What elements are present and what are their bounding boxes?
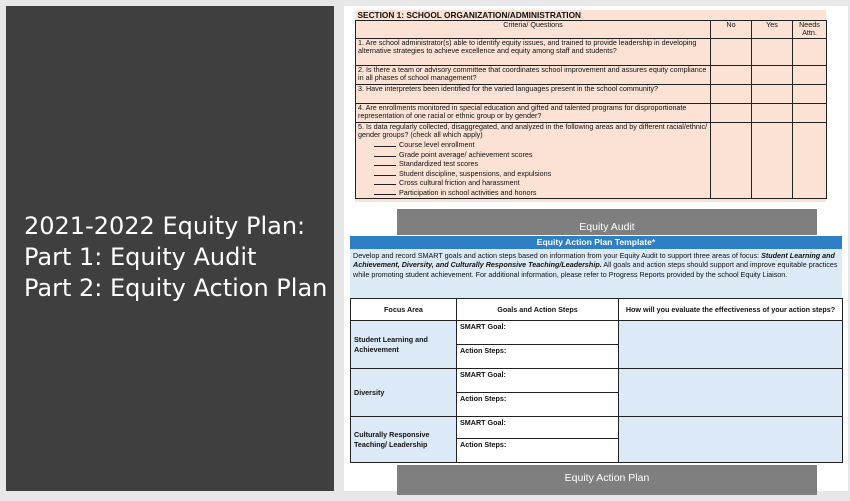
content-panel xyxy=(344,6,848,491)
action-steps-3[interactable]: Action Steps: xyxy=(457,439,619,463)
slide-title xyxy=(24,211,327,304)
answer-attn-5[interactable] xyxy=(793,122,827,198)
col-focus-area: Focus Area xyxy=(351,299,457,321)
smart-goal-3[interactable]: SMART Goal: xyxy=(457,417,619,439)
section1-title: SECTION 1: SCHOOL ORGANIZATION/ADMINISTRATION xyxy=(356,10,827,20)
focus-area-2: Diversity xyxy=(351,369,457,417)
answer-attn-1[interactable] xyxy=(793,38,827,65)
answer-yes-2[interactable] xyxy=(752,65,793,84)
question-2: 2. Is there a team or advisory committee that coordinates school improvement and assures equity compliance in all phases of school management? xyxy=(356,65,711,84)
col-no: No xyxy=(711,20,752,38)
answer-no-3[interactable] xyxy=(711,84,752,103)
equity-action-plan-banner: Equity Action Plan xyxy=(397,465,817,495)
answer-no-5[interactable] xyxy=(711,122,752,198)
col-criteria: Criteria/ Questions xyxy=(356,20,711,38)
smart-goal-2[interactable]: SMART Goal: xyxy=(457,369,619,393)
sub-item: Grade point average/ achievement scores xyxy=(358,150,708,160)
section1-audit-table xyxy=(355,10,826,202)
action-plan-intro: Develop and record SMART goals and action steps based on information from your Equity Audit to support three areas of focus: Student Learning and Achievement, Diversity, and Culturally Responsive Teaching/Leadership. All goals and action steps should support and improve equitable practices while promoting student achievement. For additional information, please refer to Progress Reports provided by the school Equity Liaison. xyxy=(350,249,842,298)
smart-goal-1[interactable]: SMART Goal: xyxy=(457,321,619,345)
answer-attn-4[interactable] xyxy=(793,103,827,122)
answer-no-4[interactable] xyxy=(711,103,752,122)
col-needs-attn: Needs Attn. xyxy=(793,20,827,38)
focus-area-3: Culturally Responsive Teaching/ Leadership xyxy=(351,417,457,463)
col-goals: Goals and Action Steps xyxy=(457,299,619,321)
answer-yes-4[interactable] xyxy=(752,103,793,122)
answer-yes-5[interactable] xyxy=(752,122,793,198)
answer-yes-1[interactable] xyxy=(752,38,793,65)
sub-item: Participation in school activities and honors xyxy=(358,188,708,198)
title-line-3: Part 2: Equity Action Plan xyxy=(24,274,328,302)
action-steps-1[interactable]: Action Steps: xyxy=(457,345,619,369)
focus-area-1: Student Learning and Achievement xyxy=(351,321,457,369)
question-3: 3. Have interpreters been identified for the varied languages present in the school community? xyxy=(356,84,711,103)
action-plan-title: Equity Action Plan Template* xyxy=(350,236,842,249)
evaluation-3[interactable] xyxy=(619,417,843,463)
question-5-text: 5. Is data regularly collected, disaggregated, and analyzed in the following areas and by different racial/ethnic/ gender groups? (check all which apply) xyxy=(358,121,708,140)
title-line-2: Part 1: Equity Audit xyxy=(24,243,257,271)
sub-item: Student discipline, suspensions, and expulsions xyxy=(358,169,708,179)
col-yes: Yes xyxy=(752,20,793,38)
action-plan-template xyxy=(350,236,842,465)
answer-no-1[interactable] xyxy=(711,38,752,65)
answer-no-2[interactable] xyxy=(711,65,752,84)
evaluation-1[interactable] xyxy=(619,321,843,369)
question-4: 4. Are enrollments monitored in special education and gifted and talented programs for disproportionate representation of one racial or ethnic group or by gender? xyxy=(356,103,711,122)
title-line-1: 2021-2022 Equity Plan: xyxy=(24,212,306,240)
equity-audit-banner: Equity Audit xyxy=(397,209,817,235)
answer-attn-2[interactable] xyxy=(793,65,827,84)
action-steps-2[interactable]: Action Steps: xyxy=(457,393,619,417)
sub-item: Standardized test scores xyxy=(358,159,708,169)
answer-attn-3[interactable] xyxy=(793,84,827,103)
answer-yes-3[interactable] xyxy=(752,84,793,103)
question-1: 1. Are school administrator(s) able to identify equity issues, and trained to provide leadership in developing alternative strategies to achieve excellence and equity among staff and students? xyxy=(356,38,711,65)
col-evaluation: How will you evaluate the effectiveness of your action steps? xyxy=(619,299,843,321)
question-5 xyxy=(356,122,711,198)
sub-item: Cross cultural friction and harassment xyxy=(358,178,708,188)
title-panel xyxy=(6,6,334,491)
action-plan-table xyxy=(350,298,843,463)
evaluation-2[interactable] xyxy=(619,369,843,417)
sub-item: Course level enrollment xyxy=(358,140,708,150)
